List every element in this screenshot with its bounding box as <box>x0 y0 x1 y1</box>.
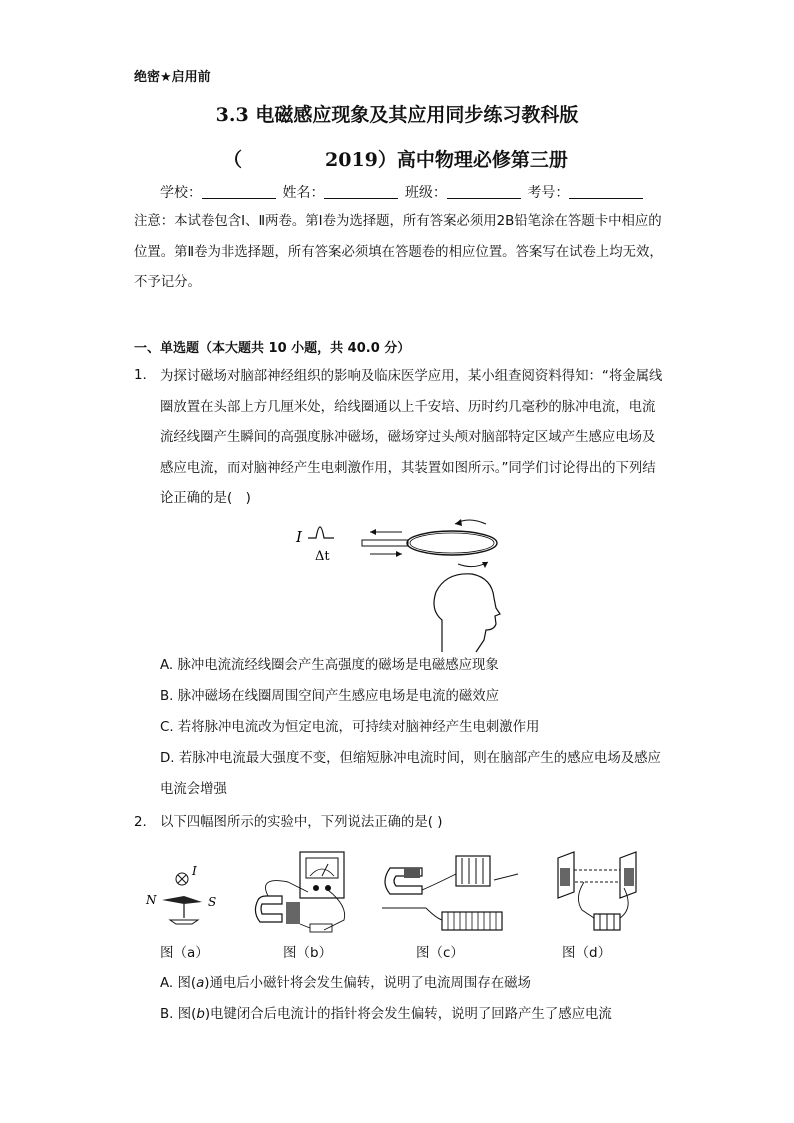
name-label: 姓名： <box>282 185 325 201</box>
q2-option-a-text: )通电后小磁针将会发生偏转，说明了电流周围存在磁场 <box>204 976 531 991</box>
fig-label-dt: Δt <box>315 549 330 564</box>
name-blank[interactable] <box>324 198 398 199</box>
notice-text: 注意：本试卷包含Ⅰ、Ⅱ两卷。第Ⅰ卷为选择题，所有答案必须用2B铅笔涂在答题卡中相应的位置。第Ⅱ卷为非选择题，所有答案必须填在答题卷的相应位置。答案写在试卷上均无效，不予记分。 <box>134 214 663 290</box>
class-blank[interactable] <box>447 198 521 199</box>
fig-d-caption: 图（d） <box>562 945 612 961</box>
q1-option-d[interactable]: D. 若脉冲电流最大强度不变，但缩短脉冲电流时间，则在脑部产生的感应电场及感应电流会增强 <box>160 751 661 797</box>
q2-option-a[interactable] <box>160 969 664 1000</box>
q1-option-b[interactable]: B. 脉冲磁场在线圈周围空间产生感应电场是电流的磁效应 <box>160 689 500 704</box>
fig-a-current-label: I <box>192 864 197 878</box>
fig-a-s-label: S <box>208 895 217 909</box>
fig-c-caption: 图（c） <box>416 945 464 961</box>
q1-number: 1. <box>134 368 147 383</box>
fig-label-current: I <box>296 528 302 546</box>
q2-option-a-var: a <box>196 976 205 991</box>
q2-option-b-prefix: B. 图( <box>160 1007 197 1022</box>
q2-figure-c <box>376 844 526 940</box>
page-title: 3.3 电磁感应现象及其应用同步练习教科版 <box>215 104 579 126</box>
exam-no-label: 考号： <box>527 185 570 201</box>
subtitle-paren: （ <box>223 149 243 171</box>
exam-no-blank[interactable] <box>569 198 643 199</box>
class-label: 班级： <box>404 185 447 201</box>
q2-option-a-prefix: A. 图( <box>160 976 197 991</box>
q2-number: 2. <box>134 815 147 830</box>
q2-option-b-text: )电键闭合后电流计的指针将会发生偏转，说明了回路产生了感应电流 <box>204 1007 612 1022</box>
section-single-choice: 一、单选题（本大题共 10 小题，共 40.0 分） <box>134 341 411 356</box>
school-blank[interactable] <box>202 198 276 199</box>
subtitle-text: 2019）高中物理必修第三册 <box>325 149 568 171</box>
fig-b-caption: 图（b） <box>283 945 333 961</box>
student-info <box>160 182 645 202</box>
q2-figure-a <box>140 858 230 938</box>
fig-a-n-label: N <box>146 893 157 907</box>
secret-label: 绝密★启用前 <box>134 70 211 85</box>
q1-option-c[interactable]: C. 若将脉冲电流改为恒定电流，可持续对脑神经产生电刺激作用 <box>160 720 540 735</box>
q1-option-a[interactable]: A. 脉冲电流流经线圈会产生高强度的磁场是电磁感应现象 <box>160 658 499 673</box>
q2-option-b[interactable] <box>160 1000 664 1031</box>
q1-figure <box>290 512 515 654</box>
q2-text: 以下四幅图所示的实验中，下列说法正确的是( ) <box>160 815 443 830</box>
school-label: 学校： <box>160 185 202 201</box>
q2-option-b-var: b <box>196 1007 205 1022</box>
q1-text: 为探讨磁场对脑部神经组织的影响及临床医学应用，某小组查阅资料得知：“将金属线圈放置在头部上方几厘米处，给线圈通以上千安培、历时约几毫秒的脉冲电流，电流流经线圈产生瞬间的高强度脉冲磁场，磁场穿过头颅对脑部特定区域产生感应电场及感应电流，而对脑神经产生电刺激作用，其装置如图所示。”同学们讨论得出的下列结论正确的是( ) <box>160 369 663 506</box>
fig-a-caption: 图（a） <box>160 945 209 961</box>
q2-figure-b <box>248 846 356 938</box>
q2-figure-d <box>554 848 644 938</box>
